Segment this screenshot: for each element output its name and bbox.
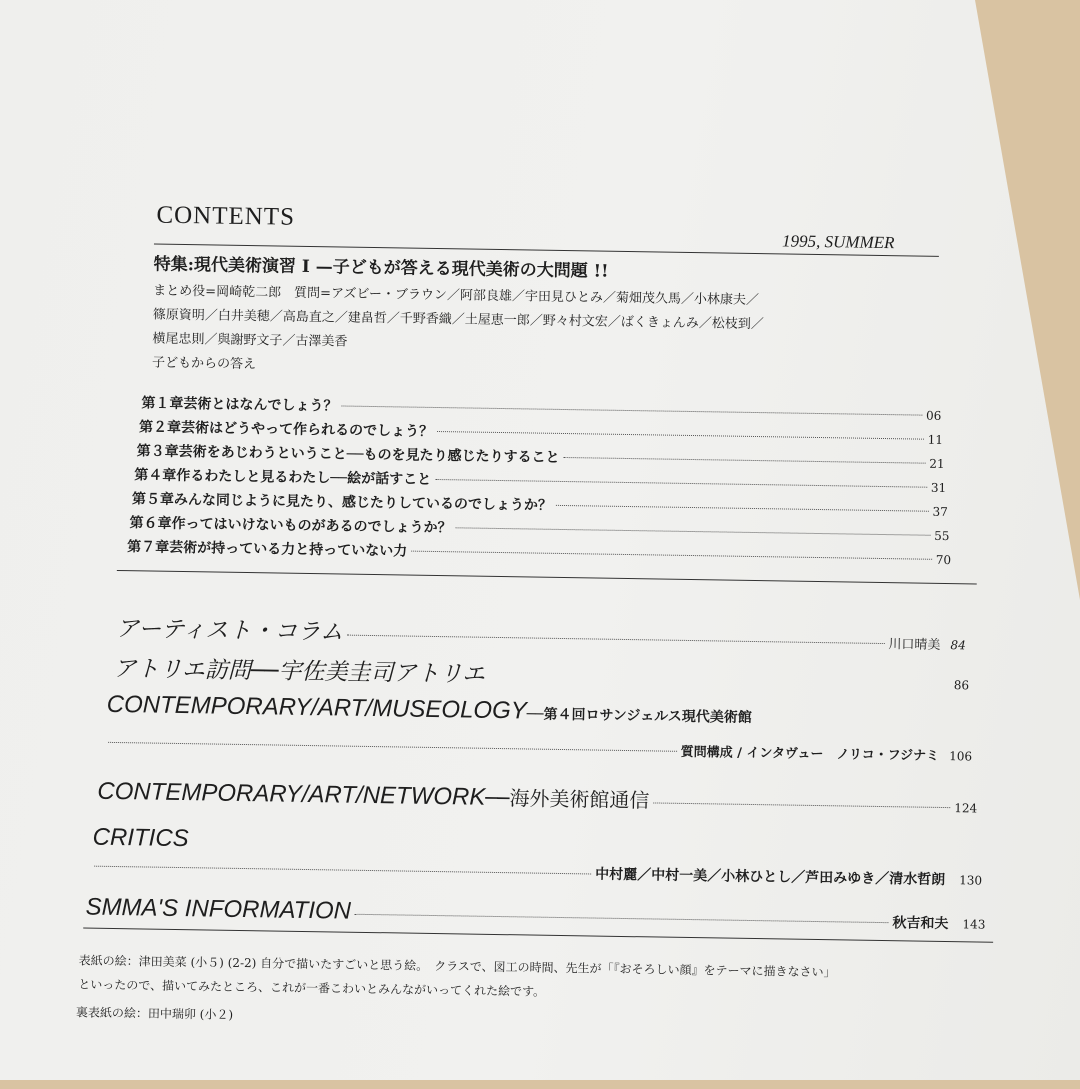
leader-dots xyxy=(456,527,931,535)
information-page: 143 xyxy=(962,917,986,932)
museology-title: CONTEMPORARY/ART/MUSEOLOGY xyxy=(106,690,527,725)
feature-credits-1: まとめ役=岡崎乾二郎 質問=アズビー・ブラウン／阿部良雄／宇田見ひとみ／菊畑茂久馬／小林康夫／ xyxy=(153,283,760,309)
chapter-label: 第７章芸術が持っている力と持っていない力 xyxy=(127,539,408,560)
chapter-page: 06 xyxy=(925,408,942,423)
cover-caption-1: 表紙の絵：津田美菜 (小５) (2-2) 自分で描いたすごいと思う絵。 クラスで、図工の時間、先生が「『おそろしい顔』をテーマに描きなさい」 xyxy=(78,953,836,980)
chapter-page: 21 xyxy=(929,456,945,471)
leader-dots xyxy=(556,505,929,512)
chapter-page: 37 xyxy=(932,504,948,520)
chapter-label: 第４章作るわたしと見るわたし──絵が話すこと xyxy=(134,467,432,488)
chapter-page: 70 xyxy=(935,552,952,568)
information-title: SMMA'S INFORMATION xyxy=(85,893,352,925)
feature-credits-2: 篠原資明／白井美穂／高島直之／建畠哲／千野香織／土屋恵一郎／野々村文宏／ばくきょんみ／松枝到／ xyxy=(152,307,764,333)
leader-dots xyxy=(94,866,591,875)
contents-title: CONTENTS xyxy=(156,201,296,231)
critics-credit-row[interactable] xyxy=(90,856,982,890)
network-subtitle: ──海外美術館通信 xyxy=(485,785,650,813)
museology-subtitle: ──第４回ロサンジェルス現代美術館 xyxy=(526,706,752,726)
artist-column-page: 84 xyxy=(950,638,966,653)
critics-page: 130 xyxy=(959,873,983,888)
leader-dots xyxy=(564,457,926,464)
chapter-label: 第５章みんな同じように見たり、感じたりしているのでしょうか？ xyxy=(131,491,553,514)
critics-title: CRITICS xyxy=(92,823,189,853)
artist-column-author: 川口晴美 xyxy=(888,637,941,653)
section-rule xyxy=(117,570,977,585)
chapter-label: 第３章芸術をあじわうということ──ものを見たり感じたりすること xyxy=(136,443,560,466)
leader-dots xyxy=(341,405,922,415)
feature-credits-3: 横尾忠則／與謝野文子／古澤美香 xyxy=(152,331,348,350)
leader-dots xyxy=(653,802,950,808)
artist-column-title: アーティスト・コラム xyxy=(115,615,344,646)
leader-dots xyxy=(347,635,884,644)
network-row[interactable] xyxy=(97,776,977,820)
leader-dots xyxy=(437,431,924,440)
museology-page: 106 xyxy=(949,749,973,764)
information-author: 秋吉和夫 xyxy=(892,915,949,933)
museology-row[interactable] xyxy=(107,691,753,729)
atelier-title: アトリエ訪問──宇佐美圭司アトリエ xyxy=(113,655,486,688)
chapter-label: 第２章芸術はどうやって作られるのでしょう？ xyxy=(138,419,434,440)
critics-authors: 中村麗／中村一美／小林ひとし／芦田みゆき／清水哲朗 xyxy=(595,866,946,889)
artist-column-row[interactable] xyxy=(116,610,966,656)
chapter-page: 31 xyxy=(930,480,947,496)
atelier-row[interactable] xyxy=(113,650,969,696)
atelier-page: 86 xyxy=(953,678,970,693)
leader-dots xyxy=(108,742,677,752)
leader-dots xyxy=(355,914,889,923)
chapter-label: 第１章芸術とはなんでしょう？ xyxy=(141,395,338,415)
chapter-label: 第６章作ってはいけないものがあるのでしょうか？ xyxy=(129,515,452,537)
leader-space xyxy=(489,677,950,685)
leader-dots xyxy=(435,479,927,488)
feature-title: 特集:現代美術演習 I —子どもが答える現代美術の大問題 !! xyxy=(153,254,609,282)
cover-caption-2: といったので、描いてみたところ、これが一番こわいとみんながいってくれた絵です。 xyxy=(78,977,546,999)
network-title: CONTEMPORARY/ART/NETWORK xyxy=(97,777,486,811)
leader-dots xyxy=(411,551,932,560)
museology-author: 質問構成 / インタヴュー ノリコ・フジナミ xyxy=(680,744,940,764)
chapter-page: 11 xyxy=(927,432,944,447)
feature-answers: 子どもからの答え xyxy=(151,355,257,373)
museology-credit-row[interactable] xyxy=(104,732,972,765)
issue-date: 1995, SUMMER xyxy=(781,231,895,253)
back-cover-caption: 裏表紙の絵：田中瑞卯 (小２) xyxy=(75,1005,234,1022)
chapter-page: 55 xyxy=(934,528,950,544)
network-page: 124 xyxy=(954,801,978,816)
